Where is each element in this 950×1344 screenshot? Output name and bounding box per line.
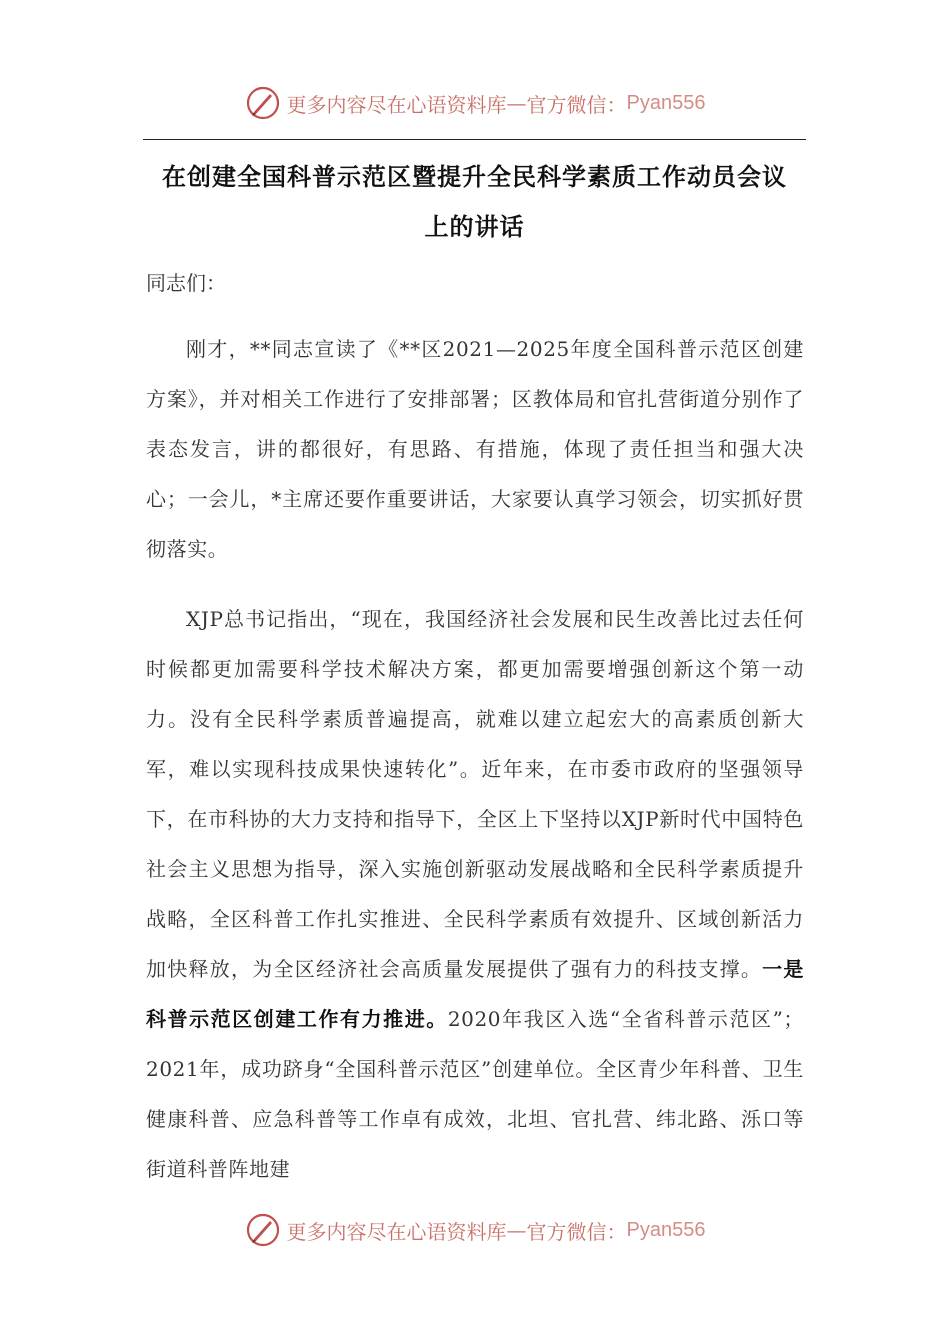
title-line-2: 上的讲话 <box>424 213 525 241</box>
header-banner <box>0 83 950 123</box>
footer-wechat-id: Pyan556 <box>626 1218 706 1241</box>
quill-logo-icon <box>245 1212 281 1248</box>
banner-dash: — <box>506 91 527 115</box>
document-title <box>143 152 806 252</box>
document-body <box>146 324 804 1214</box>
header-divider <box>143 139 806 140</box>
salutation: 同志们： <box>146 271 226 295</box>
footer-banner <box>0 1210 950 1250</box>
paragraph-2-bold-heading: 一是科普示范区创建工作有力推进。 <box>146 957 805 1031</box>
paragraph-2 <box>146 594 804 1194</box>
footer-brand-text: 更多内容尽在心语资料库 <box>286 1219 507 1244</box>
title-line-1: 在创建全国科普示范区暨提升全民科学素质工作动员会议 <box>162 163 787 191</box>
paragraph-1: 刚才，**同志宣读了《**区2021—2025年度全国科普示范区创建方案》，并对相关工作进行了安排部署；区教体局和官扎营街道分别作了表态发言，讲的都很好，有思路、有措施，体现了责任担当和强大决心；一会儿，*主席还要作重要讲话，大家要认真学习领会，切实抓好贯彻落实。 <box>146 337 804 561</box>
footer-dash: — <box>506 1218 527 1242</box>
banner-brand-text: 更多内容尽在心语资料库 <box>286 92 507 117</box>
banner-wechat-label: 官方微信： <box>526 92 627 117</box>
quill-logo-icon <box>245 85 281 121</box>
footer-wechat-label: 官方微信： <box>526 1219 627 1244</box>
paragraph-2-text-b: 2020年我区入选“全省科普示范区”；2021年，成功跻身“全国科普示范区”创建单位。全区青少年科普、卫生健康科普、应急科普等工作卓有成效，北坦、官扎营、纬北路、泺口等街道科普阵地建 <box>146 1007 804 1181</box>
paragraph-2-text-a: XJP总书记指出，“现在，我国经济社会发展和民生改善比过去任何时候都更加需要科学技术解决方案，都更加需要增强创新这个第一动力。没有全民科学素质普遍提高，就难以建立起宏大的高素质创新大军，难以实现科技成果快速转化”。近年来，在市委市政府的坚强领导下，在市科协的大力支持和指导下，全区上下坚持以XJP新时代中国特色社会主义思想为指导，深入实施创新驱动发展战略和全民科学素质提升战略，全区科普工作扎实推进、全民科学素质有效提升、区域创新活力加快释放，为全区经济社会高质量发展提供了强有力的科技支撑。 <box>146 607 804 981</box>
banner-wechat-id: Pyan556 <box>626 91 706 114</box>
